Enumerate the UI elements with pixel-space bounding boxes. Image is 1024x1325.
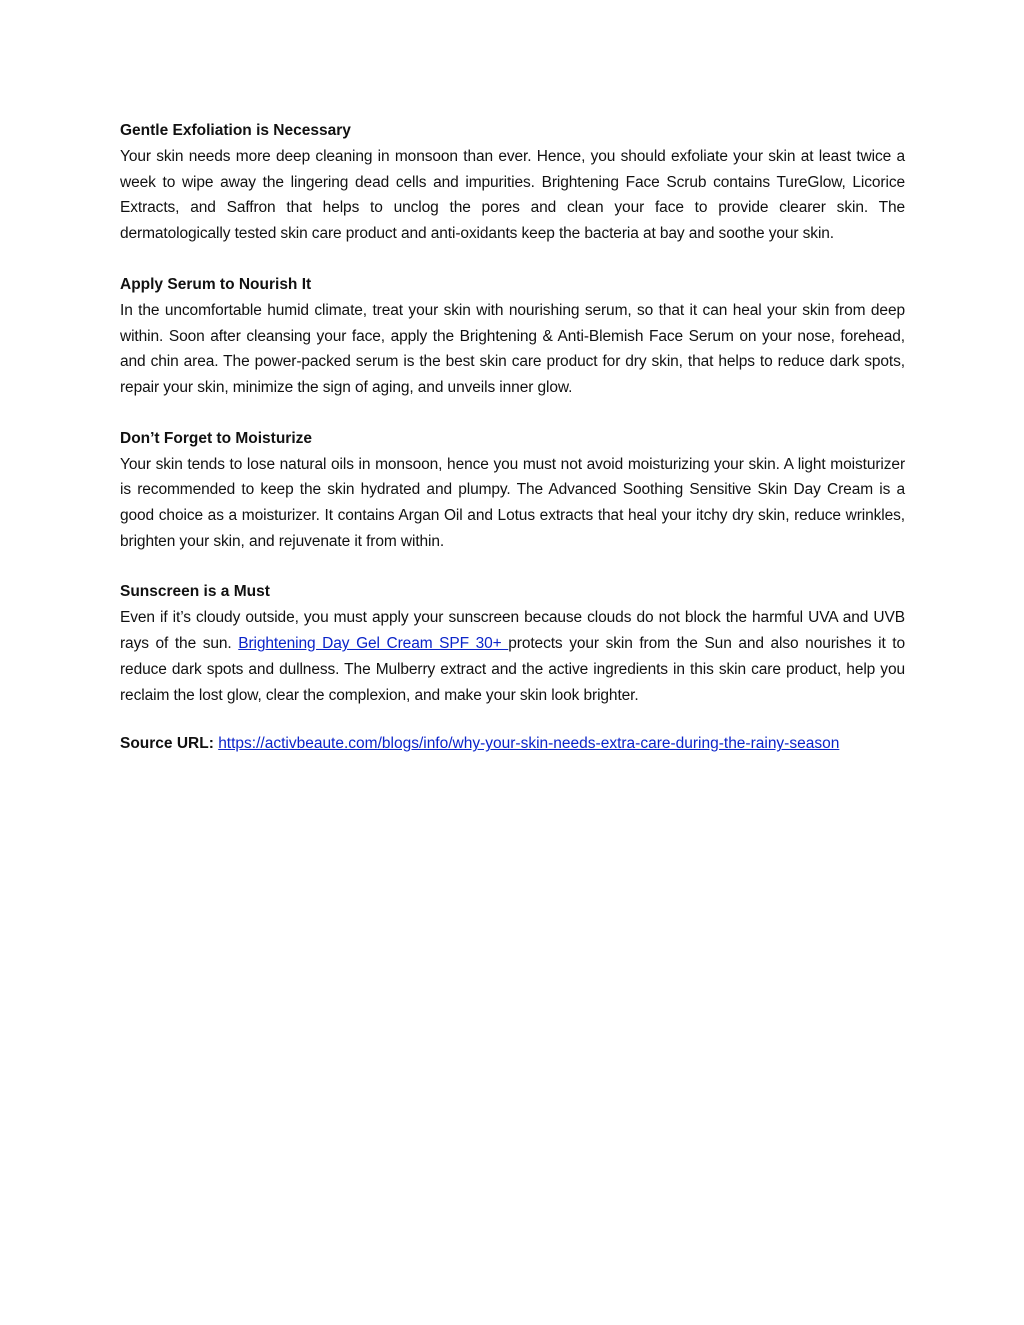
section-heading: Sunscreen is a Must [120,583,270,601]
section-body [120,605,905,708]
product-link[interactable]: Brightening Day Gel Cream SPF 30+ [238,635,509,653]
section-body: In the uncomfortable humid climate, treat your skin with nourishing serum, so that it can heal your skin from deep within. Soon after cleansing your face, apply the Brightening & Anti-Blemish Face Serum on your nose, forehead, and chin area. The power-packed serum is the best skin care product for dry skin, that helps to reduce dark spots, repair your skin, minimize the sign of aging, and unveils inner glow. [120,301,905,396]
body-text-after-link: protects your skin from the Sun and also nourishes it to reduce dark spots and dullness. The Mulberry extract and the active ingredients in this skin care product, help you reclaim the lost glow, clear the complexion, and make your skin look brighter. [120,635,906,704]
section-body: Your skin tends to lose natural oils in monsoon, hence you must not avoid moisturizing your skin. A light moisturizer is recommended to keep the skin hydrated and plumpy. The Advanced Soothing Sensitive Skin Day Cream is a good choice as a moisturizer. It contains Argan Oil and Lotus extracts that heal your itchy dry skin, reduce wrinkles, brighten your skin, and rejuvenate it from within. [120,455,905,550]
body-text-before-link: Even if it’s cloudy outside, you must apply your sunscreen because clouds do not block the harmful UVA and UVB rays of the sun. [120,609,905,653]
section-sunscreen [120,579,905,708]
source-line [120,733,905,755]
document-page [120,118,905,755]
section-heading: Don’t Forget to Moisturize [120,429,313,447]
section-exfoliation [120,118,905,247]
section-body: Your skin needs more deep cleaning in monsoon than ever. Hence, you should exfoliate your skin at least twice a week to wipe away the lingering dead cells and impurities. Brightening Face Scrub contains TureGlow, Licorice Extracts, and Saffron that helps to unclog the pores and clean your face to provide clearer skin. The dermatologically tested skin care product and anti-oxidants keep the bacteria at bay and soothe your skin. [120,148,905,243]
section-heading: Apply Serum to Nourish It [120,275,312,293]
section-serum [120,272,905,401]
section-heading: Gentle Exfoliation is Necessary [120,122,351,139]
source-url-link[interactable]: https://activbeaute.com/blogs/info/why-your-skin-needs-extra-care-during-the-rainy-season [218,735,840,753]
source-label: Source URL: [120,735,214,753]
section-moisturize [120,426,905,555]
